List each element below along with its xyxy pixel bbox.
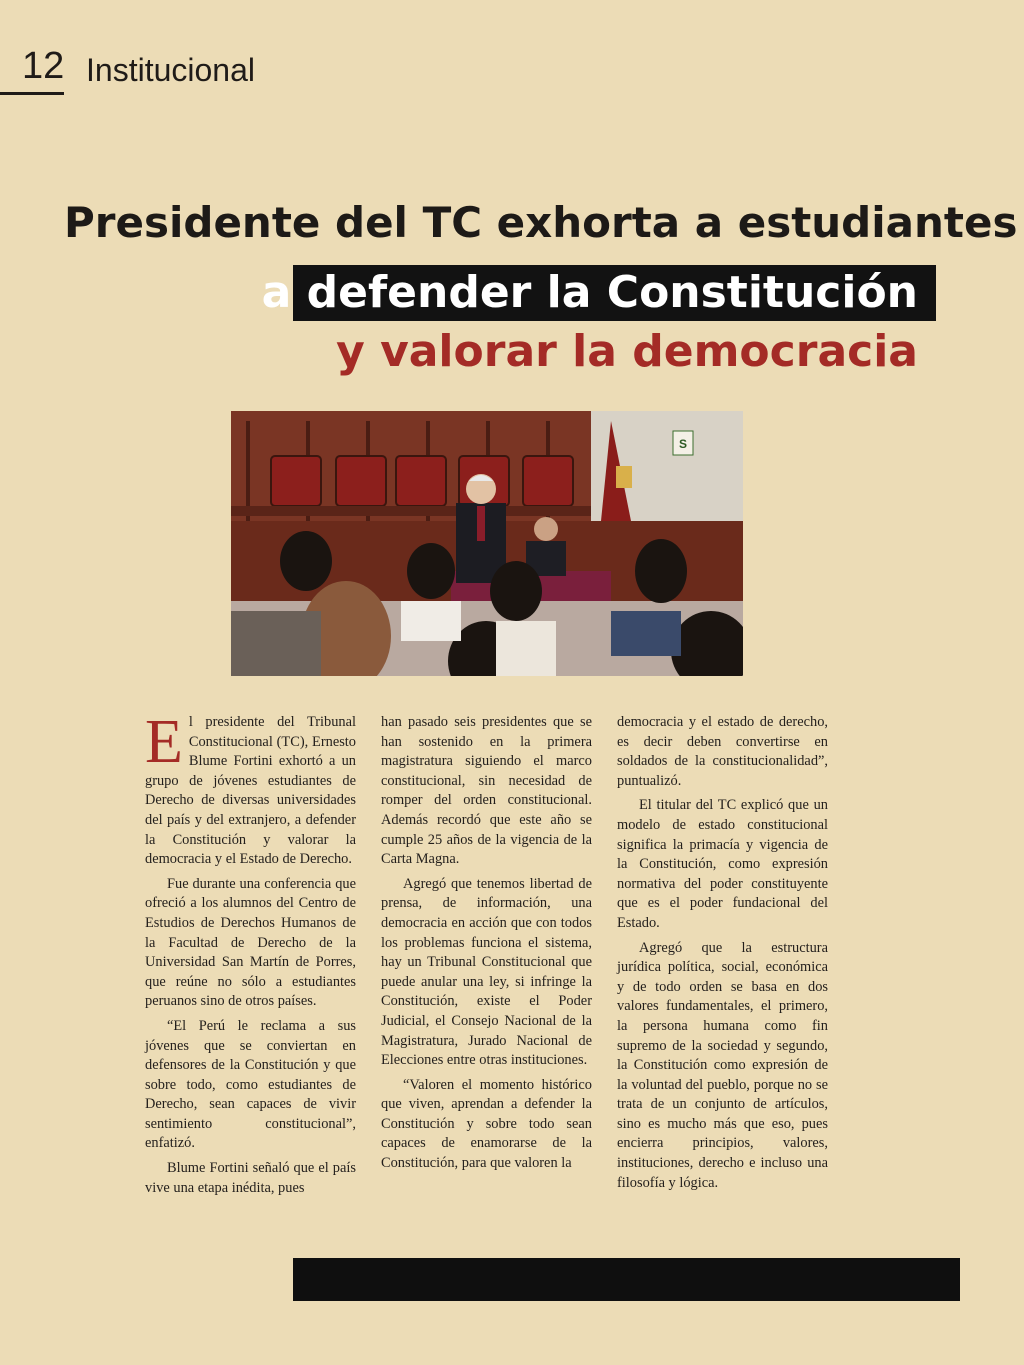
headline-line-1: Presidente del TC exhorta a estudiantes [64,198,1018,247]
paragraph: Blume Fortini señaló que el país vive una etapa inédita, pues [145,1160,356,1196]
footer-bar [293,1258,960,1301]
article-column-3 [617,713,828,1198]
article-column-1 [145,708,356,1203]
article-column-2 [381,713,592,1179]
section-name: Institucional [86,52,255,88]
paragraph: “Valoren el momento histórico que viven, aprendan a defender la Constitución y sobre todo sean capaces de enamorarse de la Constitución, para que valoren la [381,1076,592,1172]
paragraph: Agregó que tenemos libertad de prensa, de información, una democracia en acción que con todos los problemas funciona el sistema, hay un Tribunal Constitucional que puede anular una ley, si infringe la Constitución, existe el Poder Judicial, el Consejo Nacional de la Magistratura, Jurado Nacional de Elecciones entre otras instituciones. [381,875,592,1069]
conference-photo-illustration [231,411,743,676]
paragraph: han pasado seis presidentes que se han sostenido en la primera magistratura siguiendo el marco constitucional, sin necesidad de romper del orden constitucional. Además recordó que este año se cumple 25 años de la vigencia de la Carta Magna. [381,714,592,868]
paragraph: Fue durante una conferencia que ofreció a los alumnos del Centro de Estudios de Derechos Humanos de la Facultad de Derecho de la Universidad San Martín de Porres, que reúne no sólo a estudiantes peruanos sino de otros países. [145,875,356,1010]
headline-line-2: a defender la Constitución [261,267,918,318]
safety-sign-letter: S [678,437,688,451]
paragraph: “El Perú le reclama a sus jóvenes que se conviertan en defensores de la Constitución y que sobre todo, como estudiantes de Derecho, sean capaces de vivir sentimiento constitucional”, enfatizó. [145,1017,356,1152]
paragraph: democracia y el estado de derecho, es decir deben convertirse en soldados de la constitucionalidad”, puntualizó. [617,714,828,789]
paragraph: El titular del TC explicó que un modelo de estado constitucional significa la primacía y vigencia de la Constitución, como expresión normativa del poder constituyente que es el poder fundacional del Estado. [617,797,828,931]
headline-line-3: y valorar la democracia [336,326,918,377]
paragraph: El presidente del Tribunal Constitucional (TC), Ernesto Blume Fortini exhortó a un grupo de jóvenes estudiantes de Derecho de diversas universidades del país y del extranjero, a defender la Constitución y valorar la democracia y el Estado de Derecho. [145,708,356,868]
header-rule [0,92,64,95]
drop-cap: E [145,708,183,776]
article-photo [231,411,743,676]
paragraph: Agregó que la estructura jurídica política, social, económica y de todo orden se basa en dos valores fundamentales, el primero, la persona humana como fin supremo de la sociedad y segundo, la Constitución como expresión de la voluntad del pueblo, porque no se trata de un conjunto de artículos, sino es mucho más que eso, pues encierra principios, valores, instituciones, derecho e incluso una filosofía y lógica. [617,939,828,1191]
page-number: 12 [22,45,65,87]
